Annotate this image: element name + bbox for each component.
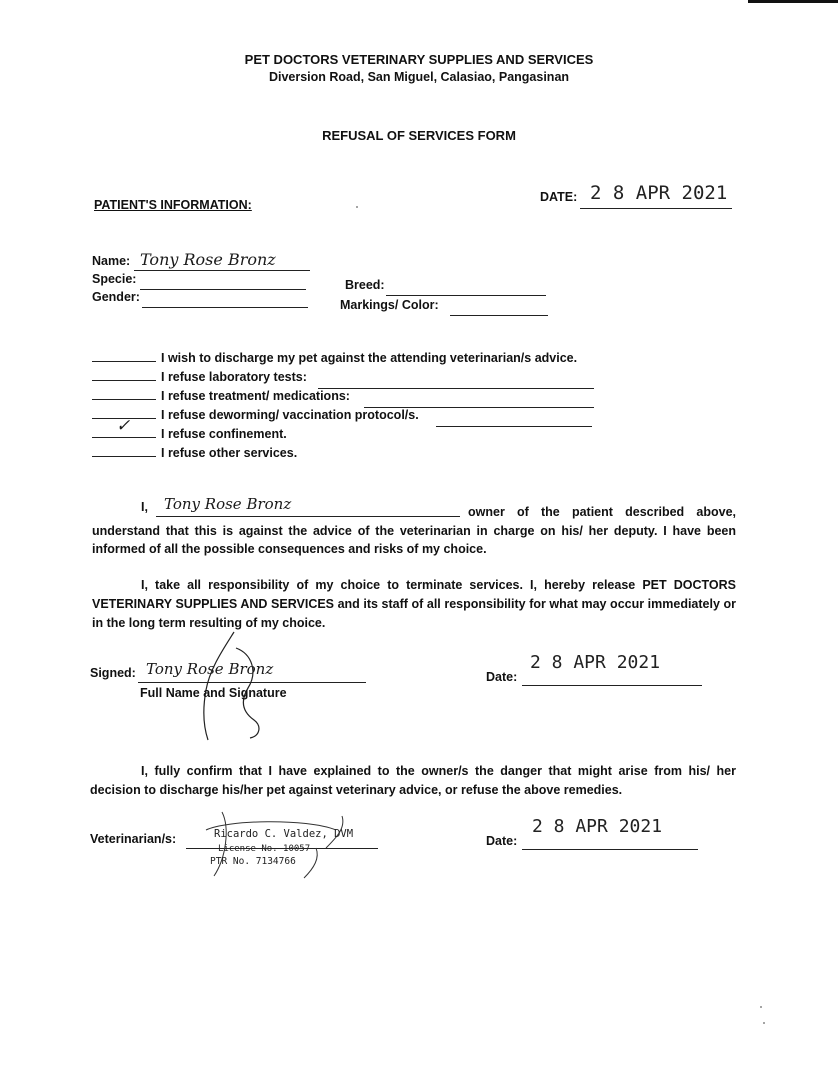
vet-stamp-license: License No. 10057 — [218, 844, 311, 854]
patient-info-heading: PATIENT'S INFORMATION: — [94, 198, 252, 212]
specie-label: Specie: — [92, 272, 137, 286]
vet-stamp-ptr: PTR No. 7134766 — [210, 856, 296, 867]
statement-para2: I, take all responsibility of my choice to terminate services. I, hereby release PET DOCTORS VETERINARY SUPPLIES AND SERVICES and its staff of all responsibility for what may occur immediately or in the long term resulting of my choice. — [92, 578, 736, 630]
checkbox-line — [92, 380, 156, 381]
date-line — [580, 208, 732, 209]
checklist-item: I refuse deworming/ vaccination protocol/s. — [161, 408, 419, 422]
checklist-item: I wish to discharge my pet against the attending veterinarian/s advice. — [161, 351, 578, 365]
checkbox-line — [92, 437, 156, 438]
scan-speck — [760, 1006, 762, 1008]
lab-tests-line — [318, 388, 594, 389]
org-name: PET DOCTORS VETERINARY SUPPLIES AND SERVICES — [244, 52, 594, 67]
owner-name-line — [156, 516, 460, 517]
markings-label: Markings/ Color: — [340, 298, 439, 312]
signature-caption: Full Name and Signature — [140, 686, 287, 700]
checkbox-line — [92, 399, 156, 400]
breed-line — [386, 295, 546, 296]
checkbox-line — [92, 361, 156, 362]
checklist-item: I refuse laboratory tests: — [161, 370, 307, 384]
deworming-line — [436, 426, 592, 427]
vet-date-value: 2 8 APR 2021 — [532, 816, 663, 837]
name-line — [134, 270, 310, 271]
name-value: Tony Rose Bronz — [140, 250, 276, 269]
statement-i-label: I, — [141, 500, 148, 514]
vet-date-label: Date: — [486, 834, 518, 848]
vet-stamp-name: Ricardo C. Valdez, DVM — [214, 828, 354, 840]
checkbox-line — [92, 456, 156, 457]
owner-date-label: Date: — [486, 670, 518, 684]
name-label: Name: — [92, 254, 131, 268]
owner-date-line — [522, 685, 702, 686]
owner-signature: Tony Rose Bronz — [146, 660, 274, 678]
gender-line — [142, 307, 308, 308]
specie-line — [140, 289, 306, 290]
date-value: 2 8 APR 2021 — [590, 182, 728, 204]
date-label: DATE: — [540, 190, 578, 204]
statement-para1-a: owner of the patient described above, — [468, 505, 736, 519]
signed-label: Signed: — [90, 666, 136, 680]
scan-speck — [356, 206, 358, 208]
owner-date-value: 2 8 APR 2021 — [530, 652, 661, 673]
scan-edge-mark — [748, 0, 838, 3]
breed-label: Breed: — [345, 278, 385, 292]
check-mark-icon: ✓ — [116, 416, 131, 436]
checklist-item: I refuse confinement. — [161, 427, 287, 441]
veterinarian-label: Veterinarian/s: — [90, 832, 177, 846]
org-address: Diversion Road, San Miguel, Calasiao, Pangasinan — [268, 70, 570, 84]
vet-date-line — [522, 849, 698, 850]
form-title: REFUSAL OF SERVICES FORM — [322, 128, 516, 143]
statement-para1-b: understand that this is against the advice of the veterinarian in charge on his/ her deputy. I have been informed of all the possible consequences and risks of my choice. — [92, 524, 736, 556]
scan-speck — [763, 1022, 765, 1024]
checklist-item: I refuse treatment/ medications: — [161, 389, 350, 403]
confirmation-text: I, fully confirm that I have explained to the owner/s the danger that might arise from his/ her decision to discharge his/her pet against veterinary advice, or refuse the above remedies. — [90, 764, 736, 797]
gender-label: Gender: — [92, 290, 140, 304]
markings-line — [450, 315, 548, 316]
owner-name-value: Tony Rose Bronz — [164, 495, 292, 513]
checklist-item: I refuse other services. — [161, 446, 298, 460]
